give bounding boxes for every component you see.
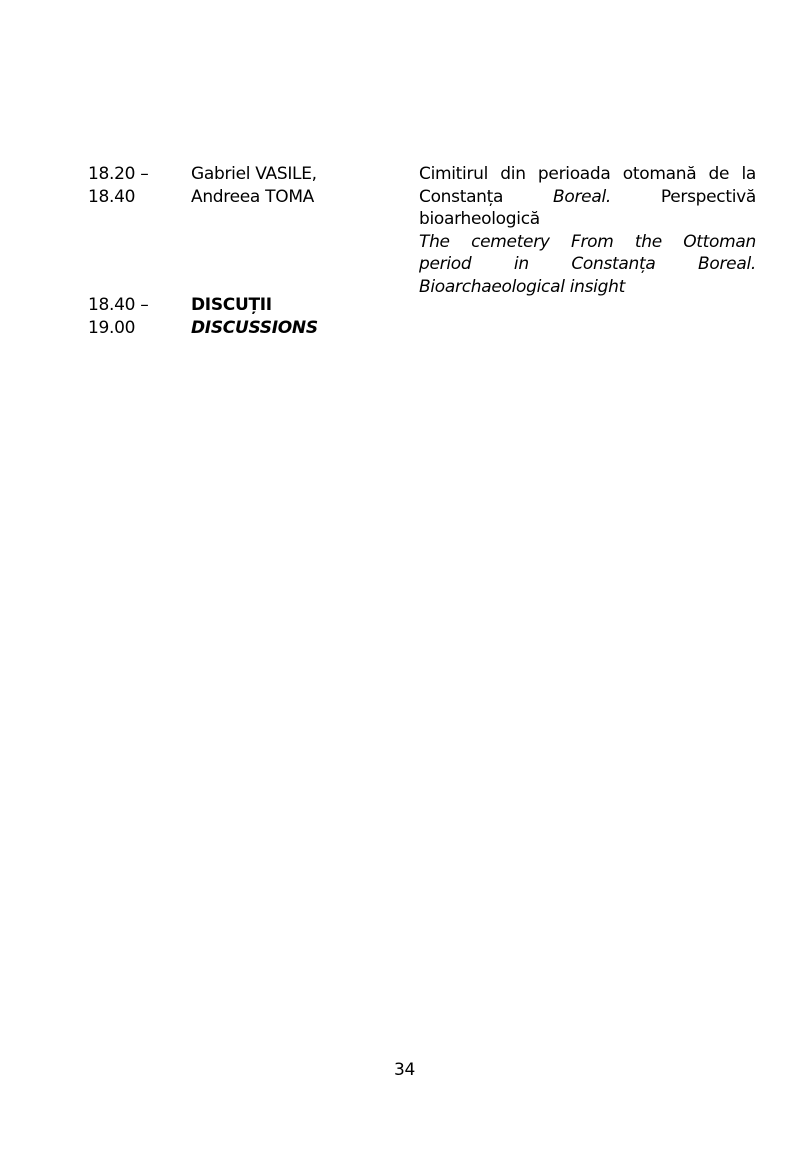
author-name: Andreea TOMA <box>191 187 315 207</box>
title-ro-fragment: Constanța <box>419 186 504 207</box>
discussions-label-ro: DISCUȚII <box>191 295 272 315</box>
title-ro-line <box>419 186 756 209</box>
time-start: 18.40 – <box>88 295 149 315</box>
time-slot <box>88 163 148 209</box>
author-name: Gabriel VASILE, <box>191 164 317 184</box>
title-ro-fragment: Perspectivă <box>660 186 756 207</box>
discussions-label-en: DISCUSSIONS <box>191 318 318 338</box>
authors <box>191 163 317 209</box>
time-start: 18.20 – <box>88 164 149 184</box>
presentation-title <box>419 163 756 298</box>
title-ro-fragment-italic: Boreal. <box>553 186 611 207</box>
page-number: 34 <box>393 1060 416 1080</box>
time-end: 18.40 <box>88 187 136 207</box>
session-label <box>191 294 318 340</box>
time-slot <box>88 294 148 340</box>
title-ro-line: Cimitirul din perioada otomană de la <box>419 164 756 184</box>
title-en-line: The cemetery From the Ottoman <box>419 231 756 252</box>
title-en-line: period in Constanța Boreal. <box>419 254 756 274</box>
title-en-line: Bioarchaeological insight <box>419 276 625 297</box>
title-ro-line: bioarheologică <box>419 209 540 229</box>
time-end: 19.00 <box>88 318 136 338</box>
